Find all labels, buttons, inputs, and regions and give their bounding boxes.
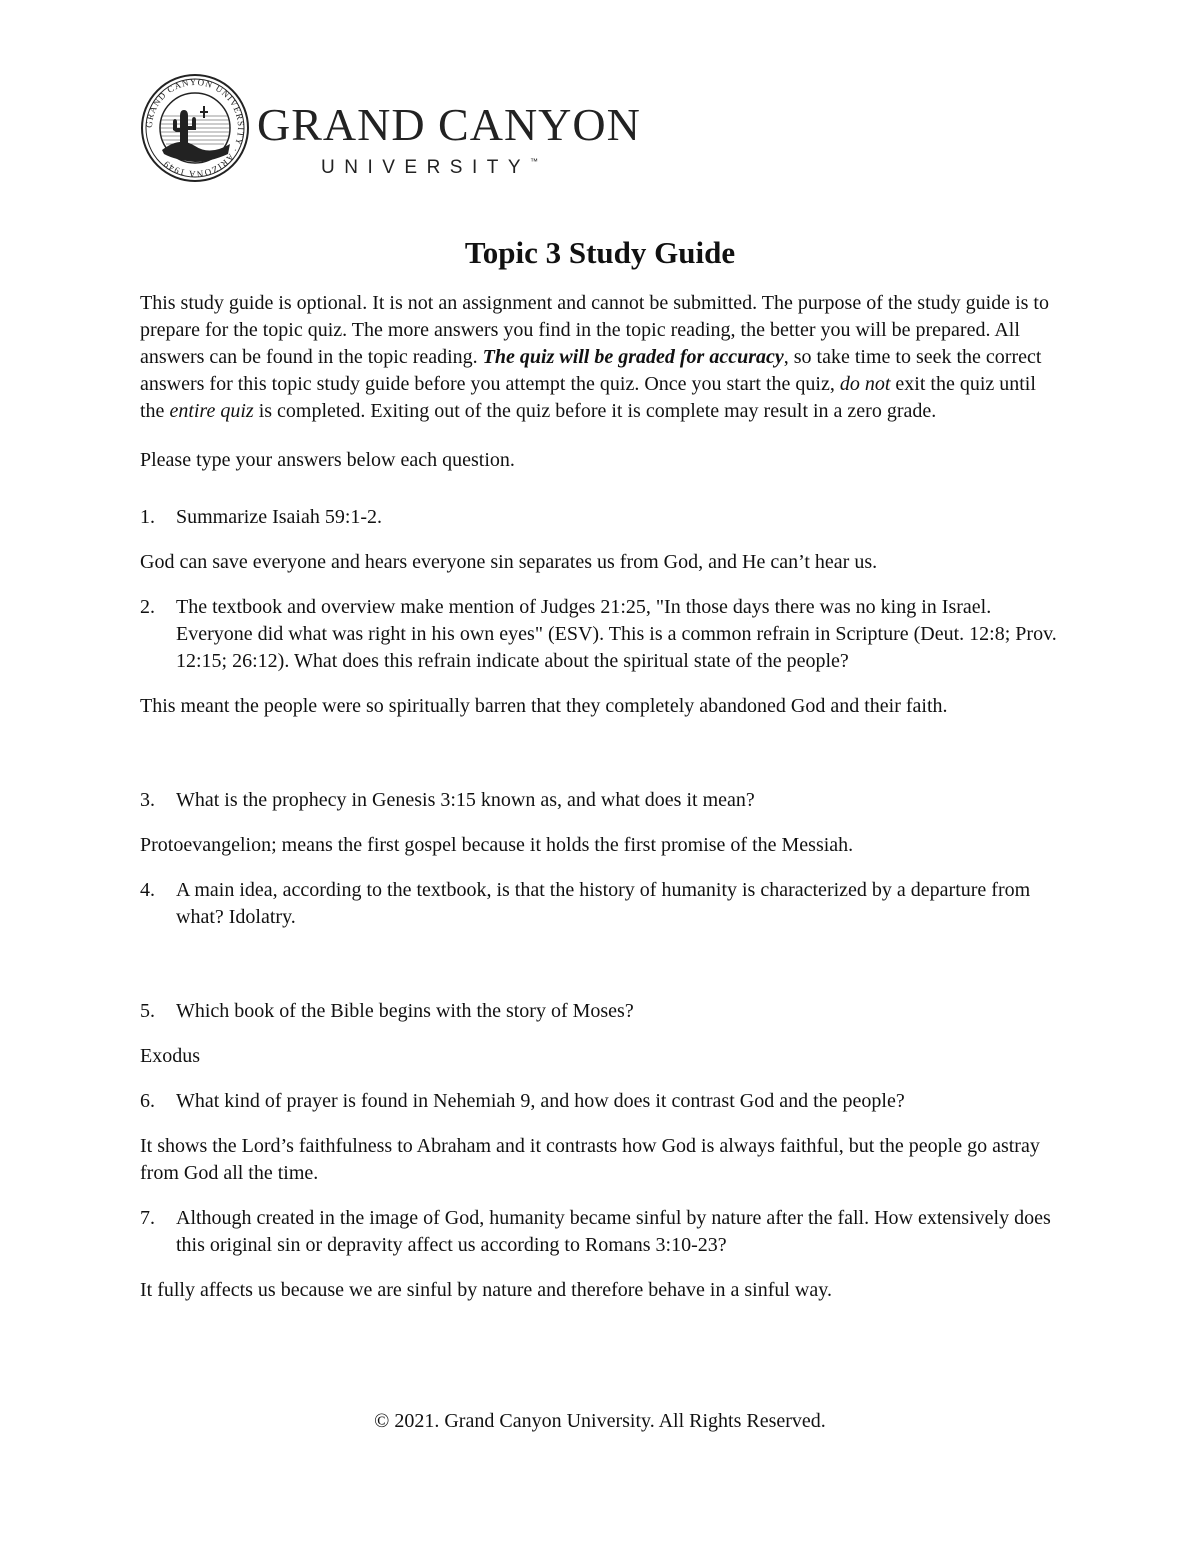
copyright-footer: © 2021. Grand Canyon University. All Rights Reserved.: [374, 1410, 826, 1432]
answer-6: It shows the Lord’s faithfulness to Abraham and it contrasts how God is always faithful, but the people go astray from God all the time.: [140, 1135, 1040, 1184]
university-logo: [140, 72, 641, 184]
answer-1: God can save everyone and hears everyone sin separates us from God, and He can’t hear us.: [140, 551, 878, 573]
instruction-text: Please type your answers below each question.: [140, 449, 515, 471]
answer-2: This meant the people were so spiritually barren that they completely abandoned God and their faith.: [140, 695, 948, 717]
question-2: 2. The textbook and overview make mention of Judges 21:25, "In those days there was no king in Israel. Everyone did what was right in his own eyes" (ESV). This is a common refrain in Scripture (Deut. 12:8; Prov. 12:15; 26:12). What does this refrain indicate about the spiritual state of the people?: [140, 596, 1057, 672]
logo-subtitle: UNIVERSITY™: [321, 157, 539, 178]
answer-5: Exodus: [140, 1045, 200, 1067]
logo-wordmark: GRAND CANYON: [257, 99, 641, 150]
question-4: 4. A main idea, according to the textbook, is that the history of humanity is characterized by a departure from what? Idolatry.: [140, 879, 1031, 928]
question-6: 6. What kind of prayer is found in Nehemiah 9, and how does it contrast God and the people?: [140, 1090, 905, 1112]
question-7: 7. Although created in the image of God, humanity became sinful by nature after the fall. How extensively does this original sin or depravity affect us according to Romans 3:10-23?: [140, 1207, 1051, 1256]
intro-paragraph: This study guide is optional. It is not an assignment and cannot be submitted. The purpose of the study guide is to prepare for the topic quiz. The more answers you find in the topic reading, the better you will be prepared. All answers can be found in the topic reading. The quiz will be graded for accuracy, so take time to seek the correct answers for this topic study guide before you attempt the quiz. Once you start the quiz, do not exit the quiz until the entire quiz is completed. Exiting out of the quiz before it is complete may result in a zero grade.: [140, 292, 1049, 422]
university-seal-icon: [140, 72, 250, 184]
seal-text: GRAND CANYON UNIVERSITY · ARIZONA 1949: [143, 76, 247, 180]
document-body: [140, 290, 1060, 1304]
answer-3: Protoevangelion; means the first gospel because it holds the first promise of the Messiah.: [140, 834, 854, 856]
question-5: 5. Which book of the Bible begins with the story of Moses?: [140, 1000, 634, 1022]
question-3: 3. What is the prophecy in Genesis 3:15 known as, and what does it mean?: [140, 789, 755, 811]
question-1: 1. Summarize Isaiah 59:1-2.: [140, 506, 383, 528]
answer-7: It fully affects us because we are sinful by nature and therefore behave in a sinful way.: [140, 1279, 832, 1301]
page-title: Topic 3 Study Guide: [464, 235, 736, 270]
